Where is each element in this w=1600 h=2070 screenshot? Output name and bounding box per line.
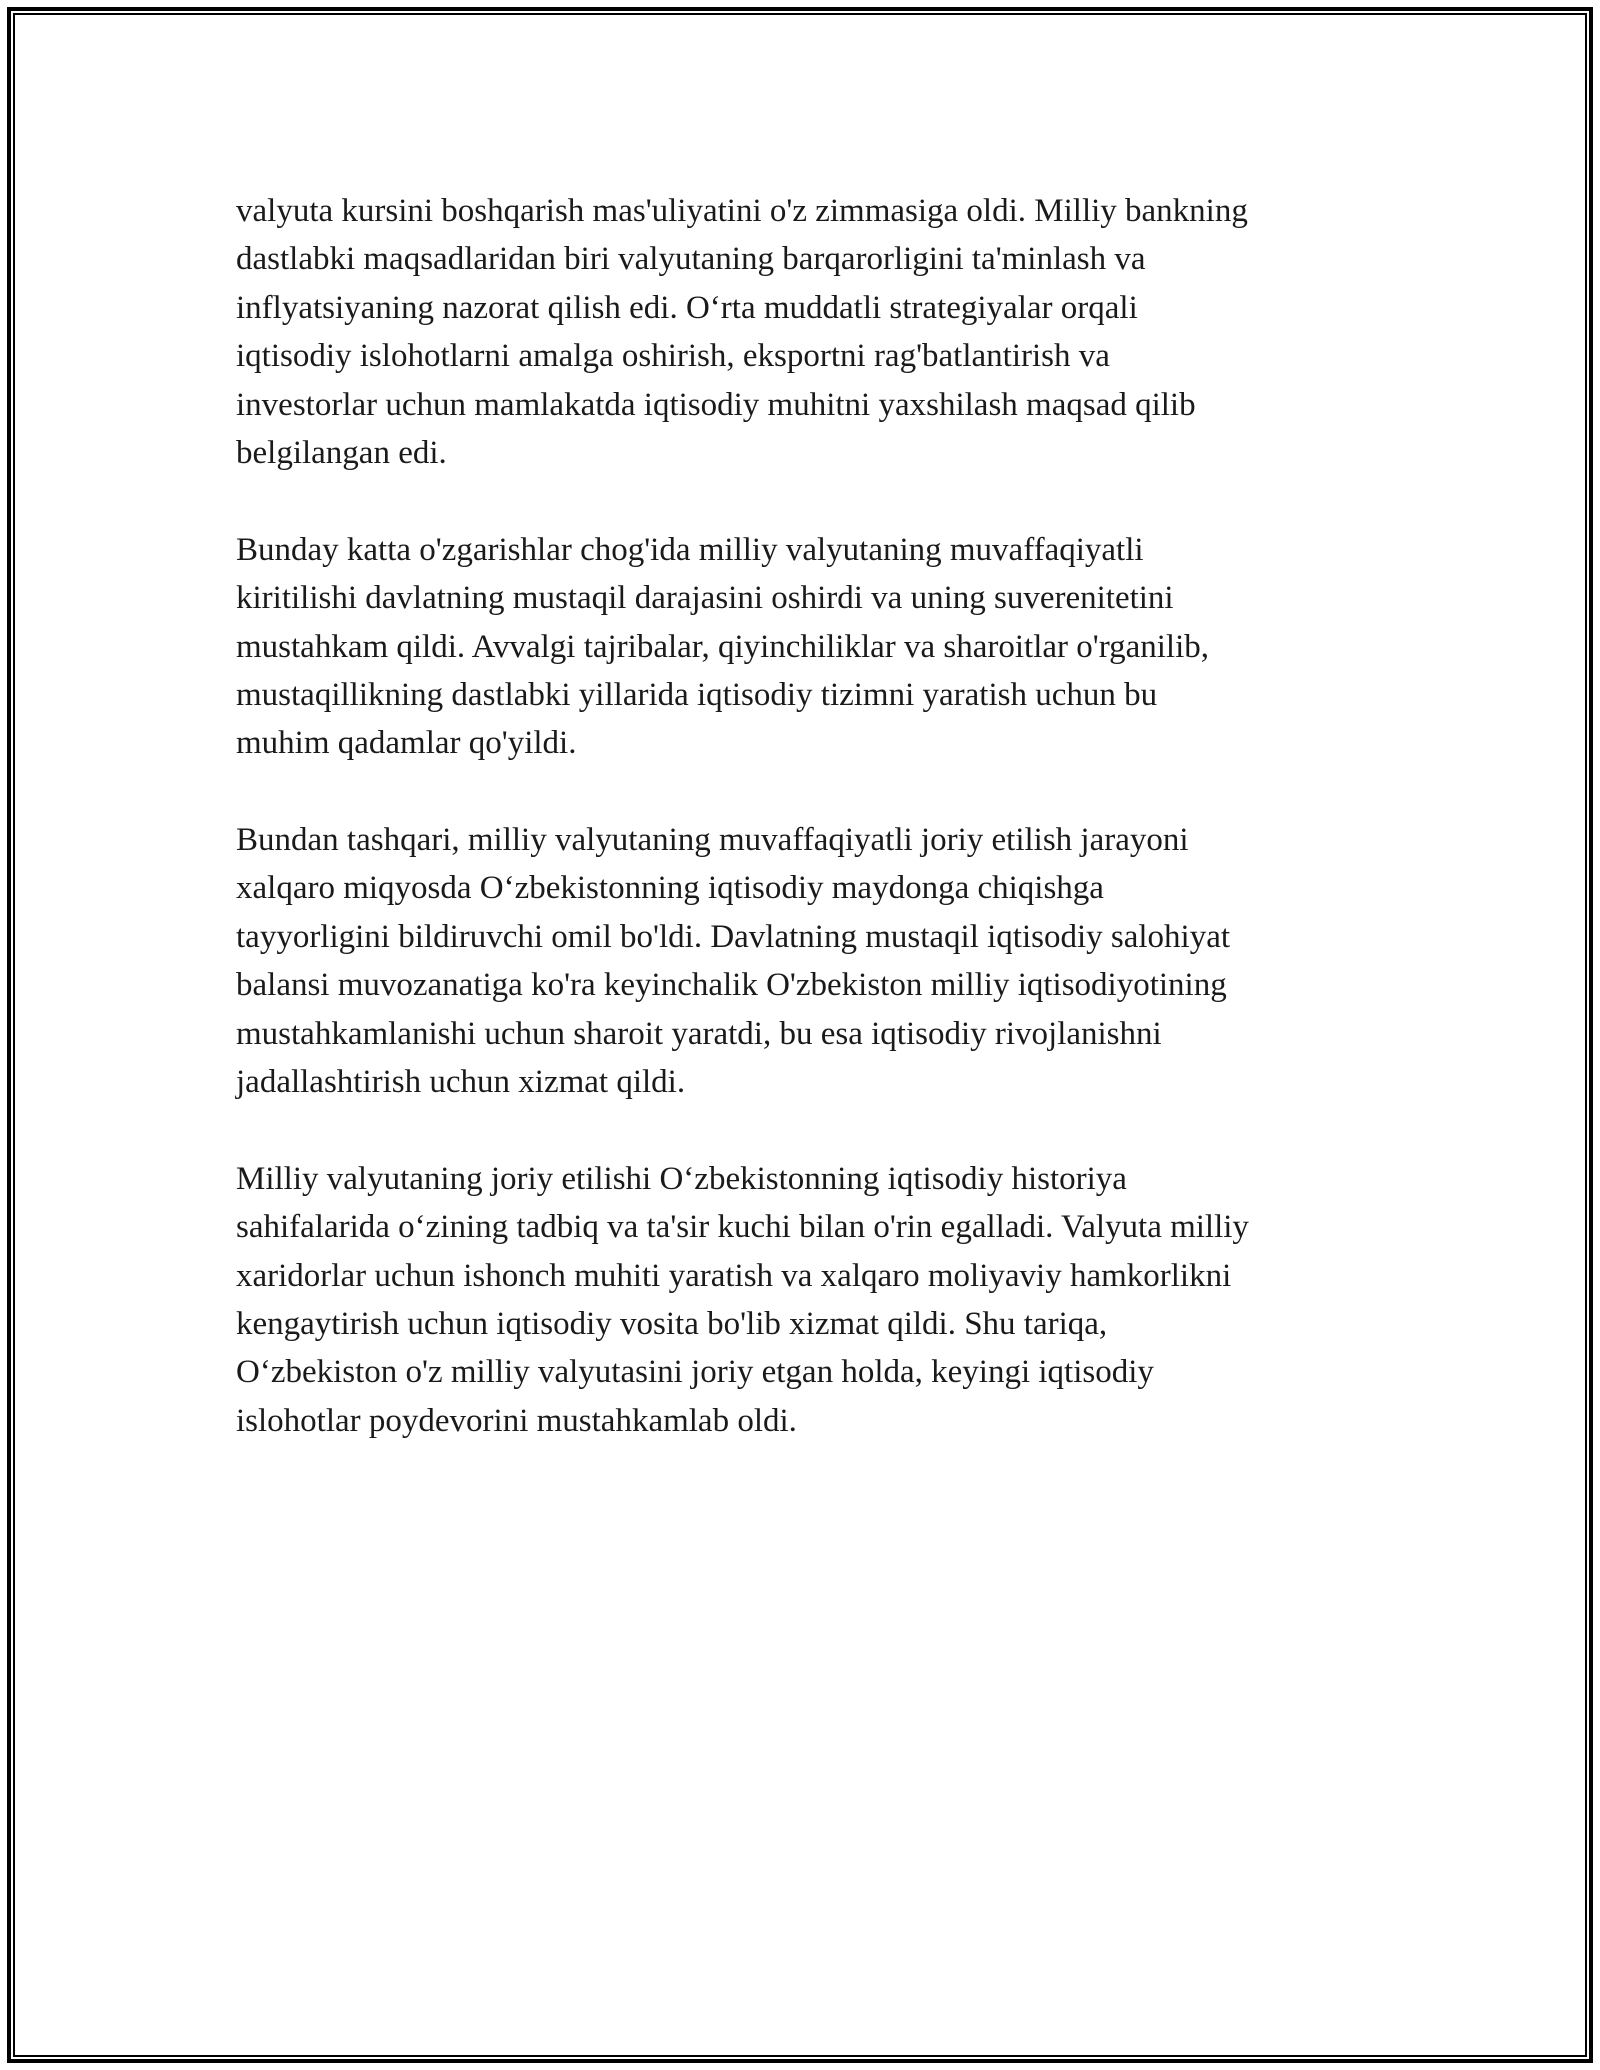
text-line: mustahkam qildi. Avvalgi tajribalar, qiyinchiliklar va sharoitlar o'rganilib, xyxy=(236,628,1210,665)
text-line: Milliy valyutaning joriy etilishi O‘zbekistonning iqtisodiy historiya xyxy=(236,1160,1127,1197)
text-line: valyuta kursini boshqarish mas'uliyatini o'z zimmasiga oldi. Milliy bankning xyxy=(236,193,1248,229)
text-line: balansi muvozanatiga ko'ra keyinchalik O'zbekiston milliy iqtisodiyotining xyxy=(236,967,1227,1004)
text-line: muhim qadamlar qo'yildi. xyxy=(236,725,577,762)
text-line: kiritilishi davlatning mustaqil darajasini oshirdi va uning suverenitetini xyxy=(236,580,1174,617)
text-line: xalqaro miqyosda O‘zbekistonning iqtisodiy maydonga chiqishga xyxy=(236,870,1104,907)
text-line: mustaqillikning dastlabki yillarida iqtisodiy tizimni yaratish uchun bu xyxy=(236,676,1158,713)
text-line: jadallashtirish uchun xizmat qildi. xyxy=(236,1064,686,1101)
text-line: kengaytirish uchun iqtisodiy vosita bo'lib xizmat qildi. Shu tariqa, xyxy=(236,1305,1108,1342)
text-line: sahifalarida o‘zining tadbiq va ta'sir kuchi bilan o'rin egalladi. Valyuta milliy xyxy=(236,1209,1249,1246)
paragraph xyxy=(236,1155,1376,1445)
document-body xyxy=(236,187,1376,1494)
paragraph xyxy=(236,526,1376,768)
text-line: tayyorligini bildiruvchi omil bo'ldi. Davlatning mustaqil iqtisodiy salohiyat xyxy=(236,918,1231,955)
text-line: iqtisodiy islohotlarni amalga oshirish, eksportni rag'batlantirish va xyxy=(236,338,1110,375)
text-line: belgilangan edi. xyxy=(236,434,447,471)
text-line: O‘zbekiston o'z milliy valyutasini joriy etgan holda, keyingi iqtisodiy xyxy=(236,1354,1154,1391)
text-line: mustahkamlanishi uchun sharoit yaratdi, bu esa iqtisodiy rivojlanishni xyxy=(236,1015,1162,1052)
paragraph xyxy=(236,187,1376,477)
text-line: investorlar uchun mamlakatda iqtisodiy muhitni yaxshilash maqsad qilib xyxy=(236,386,1196,423)
text-line: Bundan tashqari, milliy valyutaning muvaffaqiyatli joriy etilish jarayoni xyxy=(236,822,1189,859)
text-line: inflyatsiyaning nazorat qilish edi. O‘rta muddatli strategiyalar orqali xyxy=(236,289,1138,326)
text-line: xaridorlar uchun ishonch muhiti yaratish va xalqaro moliyaviy hamkorlikni xyxy=(236,1257,1232,1294)
text-line: Bunday katta o'zgarishlar chog'ida milliy valyutaning muvaffaqiyatli xyxy=(236,531,1144,568)
paragraph xyxy=(236,816,1376,1106)
text-line: dastlabki maqsadlaridan biri valyutaning barqarorligini ta'minlash va xyxy=(236,241,1146,278)
text-line: islohotlar poydevorini mustahkamlab oldi. xyxy=(236,1402,797,1439)
